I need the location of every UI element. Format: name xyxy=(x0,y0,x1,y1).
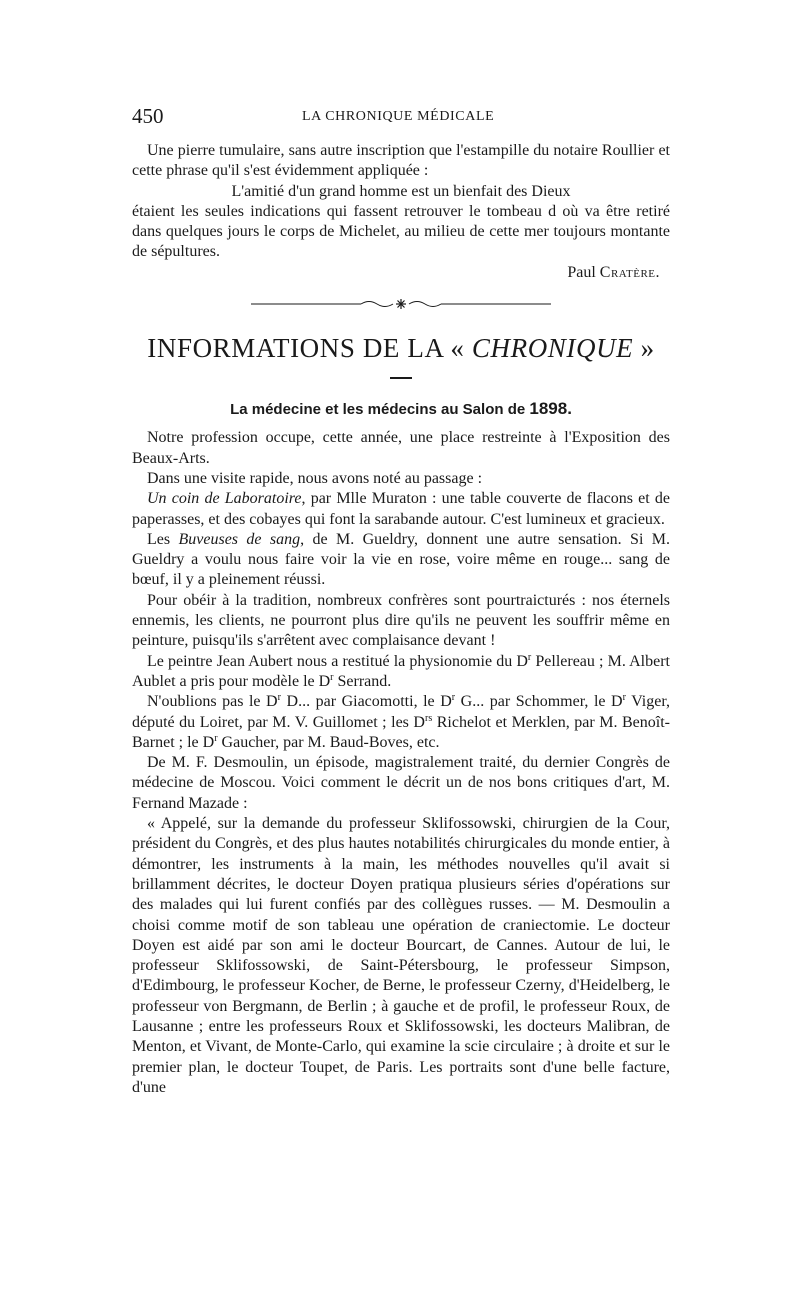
subtitle-year: 1898. xyxy=(529,399,572,419)
section-title-italic: CHRONIQUE xyxy=(471,333,634,364)
page-body xyxy=(132,141,670,1098)
article-paragraph: étaient les seules indications qui fassent retrouver le tombeau d où va être retiré dans quelques jours le corps de Michelet, au milieu de cette mer toujours montante de sépultures. xyxy=(132,202,670,261)
paragraph: De M. F. Desmoulin, un épisode, magistralement traité, du dernier Congrès de médecine de Moscou. Voici comment le décrit un de nos bons critiques d'art, M. Fernand Mazade : xyxy=(132,754,670,812)
paragraph: Un coin de Laboratoire, par Mlle Muraton : une table couverte de flacons et de paperasses, et des cobayes qui font la sarabande autour. C'est lumineux et gracieux. xyxy=(132,490,670,528)
signature-last-name: Cratère. xyxy=(599,263,660,281)
artwork-title: Buveuses de sang xyxy=(178,530,301,548)
subtitle-text: La médecine et les médecins au Salon de xyxy=(230,401,530,419)
paragraph: Le peintre Jean Aubert nous a restitué la physionomie du $D^r$ Pellereau ; M. Albert Aublet a pris pour modèle le $D^r$ Serrand. xyxy=(132,651,670,690)
quotation: L'amitié d'un grand homme est un bienfait des Dieux xyxy=(231,182,571,200)
section-subtitle xyxy=(132,399,670,420)
artwork-title: Un coin de Laboratoire xyxy=(147,490,302,508)
signature-first-name: Paul xyxy=(567,263,600,281)
section-title-part2: » xyxy=(633,333,655,364)
paragraph: « Appelé, sur la demande du professeur Sklifossowski, chirurgien de la Cour, président du Congrès, et des plus hautes notabilités chirurgicales du monde entier, à démontrer, les instruments à la main, les méthodes nouvelles qu'il avait si brillamment décrites, le docteur Doyen pratiqua plusieurs séries d'opérations sur des malades qui lui furent confiés par des collègues russes. — M. Desmoulin a choisi comme motif de son tableau une opération de craniectomie. Le docteur Doyen est aidé par son ami le docteur Bourcart, de Cannes. Autour de lui, le professeur Sklifossowski, de Saint-Pétersbourg, le professeur Simpson, d'Edimbourg, le professeur Kocher, de Berne, le professeur Czerny, d'Heidelberg, le professeur von Bergmann, de Berlin ; à gauche et de profil, le professeur Roux, de Lausanne ; entre les professeurs Roux et Sklifossowski, les docteurs Malibran, de Menton, et Vivant, de Monte-Carlo, qui examine la scie circulaire ; à droite et sur le premier plan, le docteur Toupet, de Paris. Les portraits sont d'une belle facture, d'une xyxy=(132,815,670,1096)
paragraph: Pour obéir à la tradition, nombreux confrères sont pourtraicturés : nos éternels ennemis, les clients, ne pourront plus dire qu'ils ne peuvent les souffrir même en peinture, puisqu'ils s'arrêtent avec complaisance devant ! xyxy=(132,591,670,650)
author-signature xyxy=(132,263,670,283)
section-title xyxy=(132,332,670,364)
page-header xyxy=(132,104,668,132)
paragraph: Dans une visite rapide, nous avons noté au passage : xyxy=(147,469,483,487)
section-title-part1: INFORMATIONS DE LA « xyxy=(147,333,472,364)
article-paragraph: Une pierre tumulaire, sans autre inscription que l'estampille du notaire Roullier et cette phrase qu'il s'est évidemment appliquée : xyxy=(132,142,670,180)
paragraph: Notre profession occupe, cette année, une place restreinte à l'Exposition des Beaux-Arts. xyxy=(132,429,670,467)
page-number: 450 xyxy=(132,104,164,128)
ornamental-divider xyxy=(251,298,551,310)
running-title: LA CHRONIQUE MÉDICALE xyxy=(302,109,495,124)
title-dash xyxy=(390,377,412,379)
paragraph: N'oublions pas le $D^r$ D... par Giacomotti, le $D^r$ G... par Schommer, le $D^r$ Viger, député du Loiret, par M. V. Guillomet ; les $D^{rs}$ Richelot et Merklen, par M. Benoît-Barnet ; le $D^r$ Gaucher, par M. Baud-Boves, etc. xyxy=(132,692,671,751)
paragraph: Les Buveuses de sang, de M. Gueldry, donnent une autre sensation. Si M. Gueldry a voulu nous faire voir la vie en rose, voire même en rouge... sang de bœuf, il y a pleinement réussi. xyxy=(132,530,670,589)
